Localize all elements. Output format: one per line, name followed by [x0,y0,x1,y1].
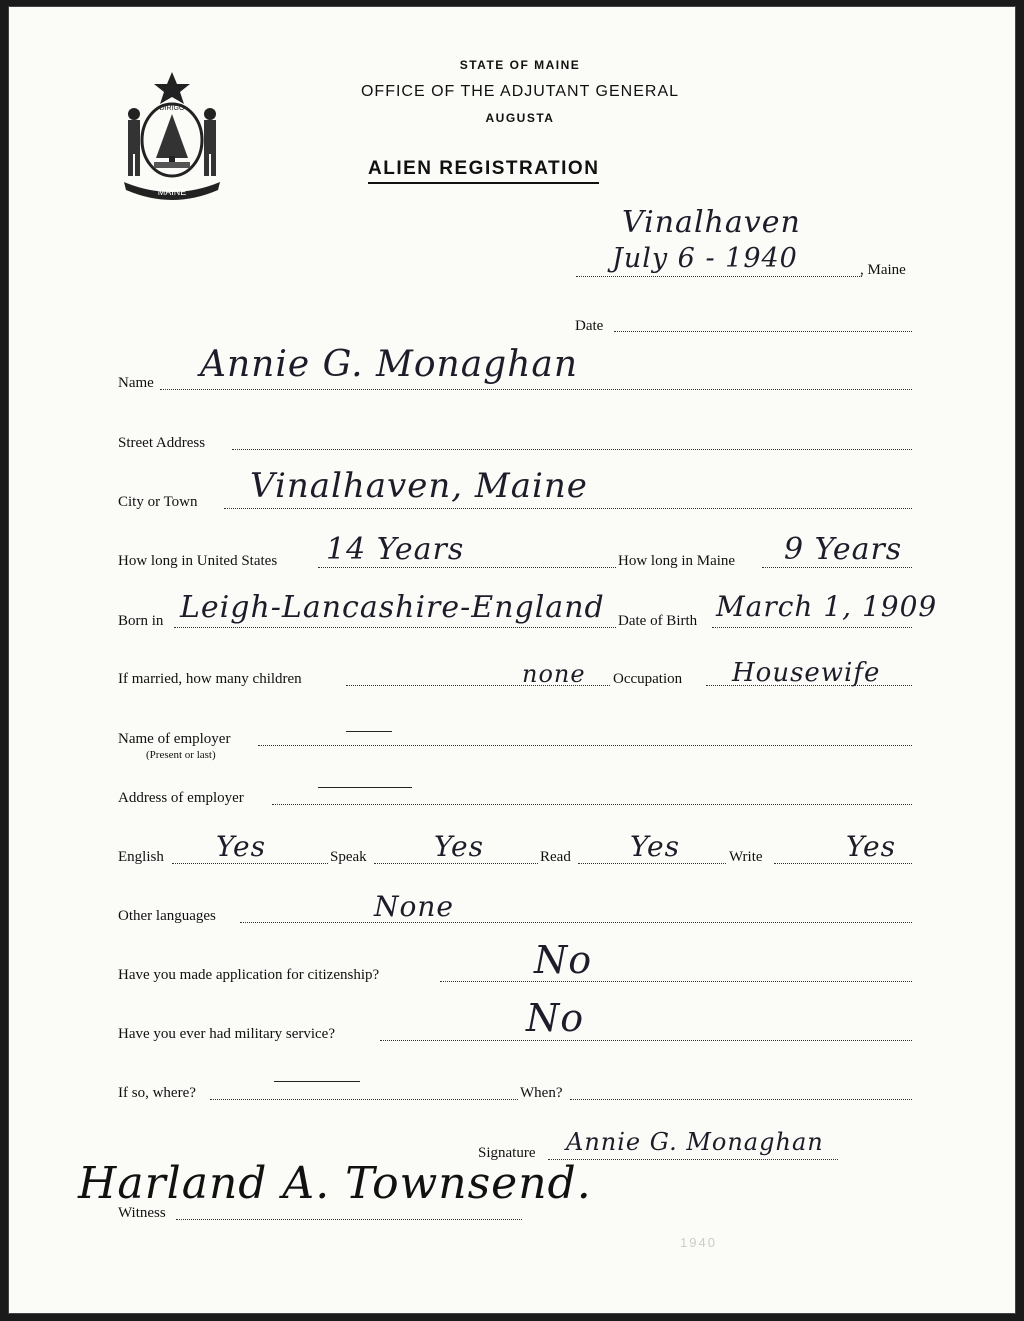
label-city: City or Town [118,494,198,510]
entry-born: Leigh-Lancashire-England [180,590,605,625]
entry-years-us: 14 Years [326,532,465,567]
date-line [614,331,912,332]
label-employer-address: Address of employer [118,790,244,806]
entry-years-maine: 9 Years [784,532,903,567]
label-name: Name [118,375,154,391]
label-witness: Witness [118,1205,166,1221]
where-blank-dash [274,1081,360,1082]
maine-state-seal [118,70,226,202]
label-employer-name: Name of employer [118,731,231,747]
place-date-line [576,276,862,277]
label-born-in: Born in [118,613,164,629]
entry-children: none [522,660,586,688]
label-where: If so, where? [118,1085,196,1101]
label-maine: , Maine [860,262,906,278]
entry-witness: Harland A. Townsend. [78,1158,592,1209]
entry-city: Vinalhaven, Maine [250,466,588,506]
employer-address-blank-dash [318,787,412,788]
seal-motto-text: DIRIGO [159,105,185,112]
entry-birth-date: March 1, 1909 [716,590,938,623]
citizenship-line [440,981,912,982]
header-city: AUGUSTA [485,111,555,125]
street-line [232,449,912,450]
name-line [160,389,912,390]
label-when: When? [520,1085,563,1101]
label-citizenship: Have you made application for citizenship? [118,967,380,983]
form-title: ALIEN REGISTRATION [368,158,599,184]
label-how-long-maine: How long in Maine [618,553,736,569]
entry-place-date: July 6 - 1940 [612,243,798,274]
label-date: Date [575,318,604,334]
employer-blank-dash [346,731,392,732]
write-line [774,863,912,864]
label-speak: Speak [330,849,367,865]
military-line [380,1040,912,1041]
label-write: Write [729,849,763,865]
read-line [578,863,726,864]
us-line [318,567,616,568]
entry-military: No [526,996,585,1040]
entry-occupation: Housewife [732,658,881,688]
city-line [224,508,912,509]
label-date-of-birth: Date of Birth [618,613,698,629]
label-street-address: Street Address [118,435,206,451]
english-line [172,863,328,864]
entry-read: Yes [630,830,680,863]
entry-english: Yes [216,830,266,863]
employer-address-line [272,804,912,805]
label-children: If married, how many children [118,671,302,687]
label-how-long-us: How long in United States [118,553,278,569]
entry-citizenship: No [534,938,593,982]
label-read: Read [540,849,571,865]
label-employer-note: (Present or last) [146,749,216,761]
entry-write: Yes [846,830,896,863]
dob-line [712,627,912,628]
where-line [210,1099,518,1100]
maine-line [762,567,912,568]
other-languages-line [240,922,912,923]
seal-state-text: MAINE [157,187,187,197]
label-occupation: Occupation [613,671,683,687]
entry-name: Annie G. Monaghan [200,344,579,385]
speak-line [374,863,538,864]
entry-other-languages: None [374,890,454,923]
entry-signature: Annie G. Monaghan [566,1128,824,1156]
label-other-languages: Other languages [118,908,216,924]
entry-place: Vinalhaven [622,205,801,240]
header-state: STATE OF MAINE [459,58,581,72]
witness-line [176,1219,522,1220]
label-english: English [118,849,164,865]
faded-stamp: 1940 [680,1235,717,1250]
header-office: OFFICE OF THE ADJUTANT GENERAL [360,83,680,100]
entry-speak: Yes [434,830,484,863]
born-line [174,627,616,628]
label-military: Have you ever had military service? [118,1026,335,1042]
employer-line [258,745,912,746]
label-signature: Signature [478,1145,536,1161]
when-line [570,1099,912,1100]
